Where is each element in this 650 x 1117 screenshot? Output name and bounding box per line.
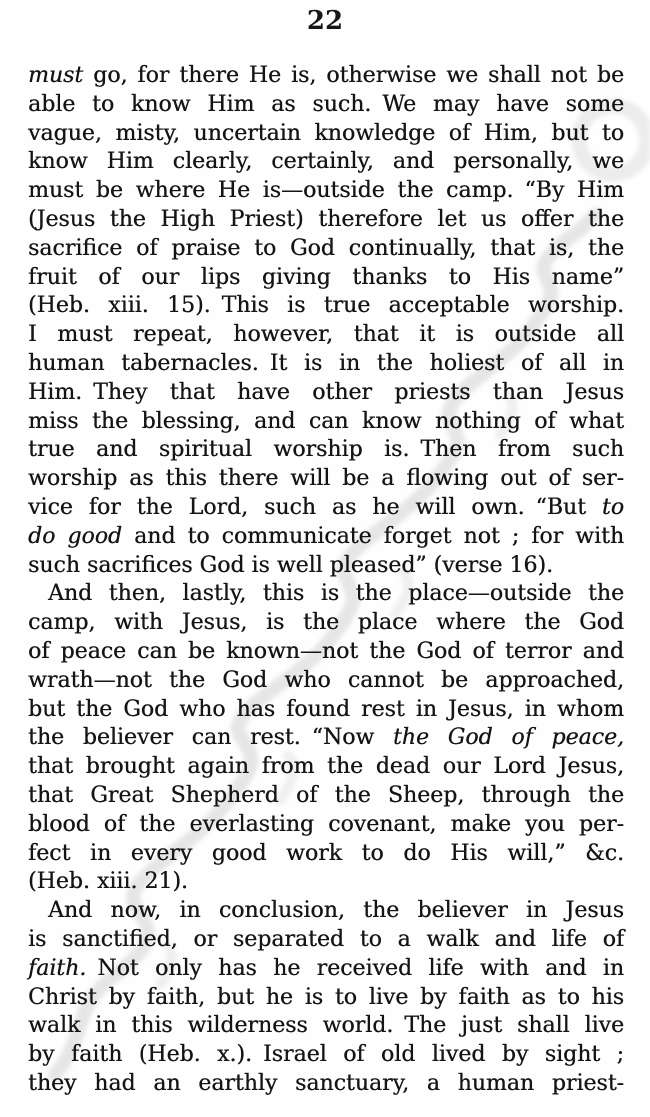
paragraph-2 — [28, 580, 624, 897]
text-segment: fect in every good work to do His will,” &c. — [28, 840, 624, 866]
text-line — [28, 177, 624, 206]
text-segment: such sacrifices God is well pleased” (verse 16). — [28, 552, 553, 578]
text-line — [28, 465, 624, 494]
text-line — [28, 1012, 624, 1041]
text-line — [28, 264, 624, 293]
text-segment: And then, lastly, this is the place—outside the — [48, 581, 624, 607]
text-segment: wrath—not the God who cannot be approached, — [28, 667, 624, 693]
text-segment: must — [28, 63, 84, 88]
text-segment: of peace can be known—not the God of terror and — [28, 638, 624, 664]
text-line — [28, 897, 624, 926]
text-line — [28, 638, 624, 667]
text-segment: that brought again from the dead our Lord Jesus, — [28, 754, 624, 780]
paragraph-1 — [28, 62, 624, 580]
text-line — [28, 379, 624, 408]
text-segment: but the God who has found rest in Jesus, in whom — [28, 696, 624, 722]
text-line — [28, 120, 624, 149]
text-line — [28, 840, 624, 869]
text-segment: Not only has he received life with and in — [86, 955, 624, 981]
text-segment: must be where He is—outside the camp. “By Him — [28, 178, 624, 204]
text-segment: blood of the everlasting covenant, make you per- — [28, 811, 624, 837]
text-line — [28, 206, 624, 235]
text-line — [28, 667, 624, 696]
text-segment: the God of peace, — [392, 725, 624, 751]
text-line — [28, 811, 624, 840]
text-segment: fruit of our lips giving thanks to His name” — [28, 264, 624, 290]
text-segment: the believer can rest. “Now — [28, 725, 393, 751]
text-segment: And now, in conclusion, the believer in Jesus — [48, 898, 624, 924]
text-line — [28, 1041, 624, 1070]
text-segment: (Heb. xiii. 15). This is true acceptable worship. — [28, 293, 624, 319]
text-line — [28, 782, 624, 811]
text-line — [28, 1070, 624, 1099]
text-segment: camp, with Jesus, is the place where the God — [28, 610, 624, 636]
text-segment: go, for there He is, otherwise we shall not be — [83, 63, 624, 88]
text-segment: Christ by faith, but he is to live by faith as to his — [28, 984, 624, 1010]
text-block — [28, 62, 624, 1099]
text-segment: they had an earthly sanctuary, a human priest- — [28, 1070, 624, 1096]
text-segment: worship as this there will be a flowing out of ser- — [28, 466, 624, 492]
text-line — [28, 552, 624, 581]
text-line — [28, 724, 624, 753]
text-line — [28, 868, 624, 897]
text-line — [28, 523, 624, 552]
text-segment: I must repeat, however, that it is outside all — [28, 322, 624, 348]
text-line — [28, 926, 624, 955]
text-segment: sacrifice of praise to God continually, that is, the — [28, 235, 624, 261]
text-segment: faith. — [28, 955, 87, 981]
paragraph-3 — [28, 897, 624, 1099]
text-line — [28, 955, 624, 984]
text-line — [28, 62, 624, 91]
text-line — [28, 350, 624, 379]
text-line — [28, 436, 624, 465]
text-segment: vague, misty, uncertain knowledge of Him, but to — [28, 120, 624, 146]
text-line — [28, 494, 624, 523]
text-line — [28, 292, 624, 321]
text-line — [28, 321, 624, 350]
text-line — [28, 753, 624, 782]
text-line — [28, 235, 624, 264]
text-segment: Him. They that have other priests than Jesus — [28, 379, 624, 405]
page-number: 22 — [306, 6, 344, 36]
text-segment: to — [601, 494, 624, 520]
text-segment: do good — [28, 523, 123, 549]
text-line — [28, 148, 624, 177]
text-segment: is sanctified, or separated to a walk and life of — [28, 926, 624, 952]
text-segment: vice for the Lord, such as he will own. “But — [28, 494, 602, 520]
text-segment: (Heb. xiii. 21). — [28, 869, 188, 895]
text-line — [28, 609, 624, 638]
text-segment: walk in this wilderness world. The just shall live — [28, 1013, 624, 1039]
text-segment: human tabernacles. It is in the holiest of all in — [28, 350, 624, 376]
text-segment: (Jesus the High Priest) therefore let us offer the — [28, 206, 624, 232]
text-line — [28, 580, 624, 609]
text-line — [28, 696, 624, 725]
text-segment: true and spiritual worship is. Then from such — [28, 437, 624, 463]
text-line — [28, 91, 624, 120]
text-segment: by faith (Heb. x.). Israel of old lived by sight ; — [28, 1042, 624, 1068]
text-segment: able to know Him as such. We may have some — [28, 91, 624, 117]
text-line — [28, 408, 624, 437]
text-segment: miss the blessing, and can know nothing of what — [28, 408, 624, 434]
text-segment: and to communicate forget not ; for with — [122, 523, 625, 549]
text-segment: know Him clearly, certainly, and personally, we — [28, 149, 624, 175]
text-line — [28, 984, 624, 1013]
text-segment: that Great Shepherd of the Sheep, through the — [28, 782, 624, 808]
